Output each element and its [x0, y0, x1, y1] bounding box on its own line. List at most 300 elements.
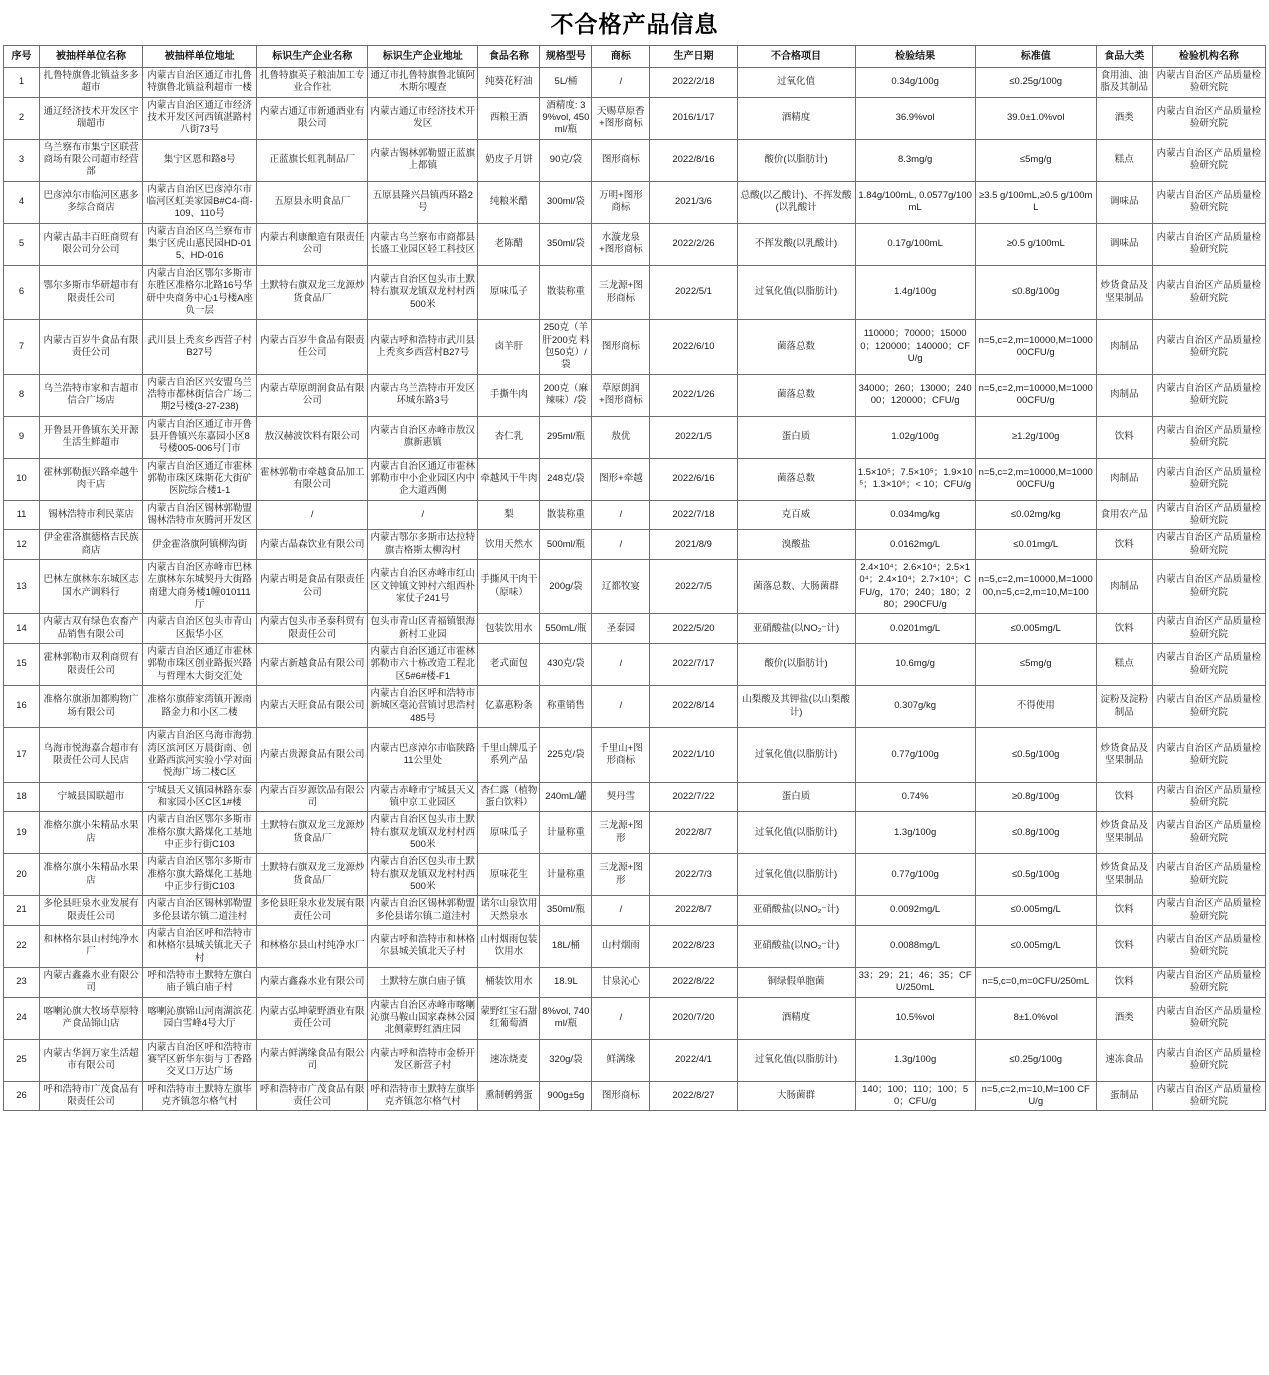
column-header: 序号 [4, 46, 40, 68]
table-cell: 散装称重 [540, 265, 592, 319]
table-cell: 0.77g/100g [855, 854, 975, 896]
table-cell: 不挥发酸(以乳酸计) [737, 223, 855, 265]
table-cell: n=5,c=2,m=10,M=100 CFU/g [975, 1081, 1096, 1111]
table-cell: 内蒙古自治区通辽市霍林郭勒市珠区创业路振兴路与哲理木大街交汇处 [143, 644, 257, 686]
table-cell: 内蒙古自治区通辽市霍林郭勒市珠区珠斯花大街矿医院综合楼1-1 [143, 458, 257, 500]
column-header: 生产日期 [650, 46, 737, 68]
table-cell: / [592, 644, 650, 686]
table-cell: 内蒙古自治区产品质量检验研究院 [1152, 896, 1265, 926]
table-cell: 杏仁乳 [478, 416, 540, 458]
table-cell: 手撕牛肉 [478, 374, 540, 416]
table-cell: 0.034mg/kg [855, 500, 975, 530]
table-cell: 34000；260；13000；24000；120000；CFU/g [855, 374, 975, 416]
table-row [4, 458, 1266, 500]
table-cell: 内蒙古百岁牛食品有限责任公司 [257, 320, 368, 374]
table-cell: 内蒙古贵源食品有限公司 [257, 728, 368, 782]
table-cell: 过氧化值(以脂肪计) [737, 265, 855, 319]
table-cell: 内蒙古自治区呼和浩特市和林格尔县城关镇北天子村 [143, 925, 257, 967]
table-cell: 速冻烧麦 [478, 1039, 540, 1081]
table-cell: 内蒙古自治区锡林郭勒盟锡林浩特市灰腾河开发区 [143, 500, 257, 530]
table-cell: 多伦县旺泉水业发展有限责任公司 [257, 896, 368, 926]
table-cell: 肉制品 [1096, 320, 1152, 374]
table-cell: 1.84g/100mL, 0.0577g/100mL [855, 181, 975, 223]
table-cell: 呼和浩特市广茂食品有限责任公司 [257, 1081, 368, 1111]
table-cell: n=5,c=2,m=10000,M=100000,n=5,c=2,m=10,M=100 [975, 560, 1096, 614]
table-cell: 亚硝酸盐(以NO₂⁻计) [737, 896, 855, 926]
table-cell: 内蒙古自治区包头市土默特右旗双龙镇双龙村村西500米 [368, 854, 478, 896]
table-cell: 酒精度 [737, 997, 855, 1039]
table-cell: ≤0.25g/100g [975, 68, 1096, 98]
table-cell: 内蒙古华润万家生活超市有限公司 [40, 1039, 143, 1081]
table-cell: 295ml/瓶 [540, 416, 592, 458]
table-cell: 和林格尔县山村纯净水厂 [40, 925, 143, 967]
table-row [4, 560, 1266, 614]
table-cell: 熏制鹌鹑蛋 [478, 1081, 540, 1111]
table-cell: 饮料 [1096, 968, 1152, 998]
table-cell: 320g/袋 [540, 1039, 592, 1081]
table-cell: 克百威 [737, 500, 855, 530]
table-cell: 内蒙古包头市圣泰科贸有限责任公司 [257, 614, 368, 644]
table-cell: 土默特左旗白庙子镇 [368, 968, 478, 998]
table-row [4, 416, 1266, 458]
table-cell: 内蒙古自治区产品质量检验研究院 [1152, 500, 1265, 530]
table-cell: 土默特右旗双龙三龙源炒货食品厂 [257, 812, 368, 854]
table-cell: 图形商标 [592, 1081, 650, 1111]
table-cell: 2022/2/18 [650, 68, 737, 98]
table-cell: 内蒙古自治区兴安盟乌兰浩特市都林街信合广场二期2号楼(3-27-238) [143, 374, 257, 416]
table-cell: 内蒙古鄂尔多斯市达拉特旗吉格斯太柳沟村 [368, 530, 478, 560]
table-cell: 2020/7/20 [650, 997, 737, 1039]
table-cell: n=5,c=2,m=10000,M=100000CFU/g [975, 320, 1096, 374]
table-cell: 山村烟雨包装饮用水 [478, 925, 540, 967]
table-cell: 纯粮米醋 [478, 181, 540, 223]
table-cell: 调味品 [1096, 181, 1152, 223]
table-cell: 550mL/瓶 [540, 614, 592, 644]
table-row [4, 614, 1266, 644]
table-cell: 6 [4, 265, 40, 319]
table-cell: 内蒙古双有绿色农畜产品销售有限公司 [40, 614, 143, 644]
table-cell: 内蒙古晶森饮业有限公司 [257, 530, 368, 560]
table-cell: 草原朗润+图形商标 [592, 374, 650, 416]
table-cell: 240mL/罐 [540, 782, 592, 812]
table-cell: 饮料 [1096, 925, 1152, 967]
table-cell: 炒货食品及坚果制品 [1096, 854, 1152, 896]
table-cell: 伊金霍洛旗阿镇柳沟街 [143, 530, 257, 560]
table-cell: 2016/1/17 [650, 97, 737, 139]
table-cell: 2022/7/3 [650, 854, 737, 896]
table-cell: 2022/5/1 [650, 265, 737, 319]
table-row [4, 1039, 1266, 1081]
table-cell: 36.9%vol [855, 97, 975, 139]
table-cell: 0.0201mg/L [855, 614, 975, 644]
table-cell: 手撕风干肉干（原味） [478, 560, 540, 614]
table-cell: ≤0.5g/100g [975, 728, 1096, 782]
table-cell: 过氧化值 [737, 68, 855, 98]
table-row [4, 320, 1266, 374]
table-cell: 开鲁县开鲁镇东关开源生活生鲜超市 [40, 416, 143, 458]
table-cell: 三龙源+图形商标 [592, 265, 650, 319]
table-cell: 五原县永明食品厂 [257, 181, 368, 223]
table-cell: 内蒙古自治区赤峰市敖汉旗新惠镇 [368, 416, 478, 458]
column-header: 标识生产企业地址 [368, 46, 478, 68]
table-cell: 200g/袋 [540, 560, 592, 614]
table-cell: 内蒙古自治区鄂尔多斯市准格尔旗大路煤化工基地中正步行街C103 [143, 812, 257, 854]
table-cell: 亚硝酸盐(以NO₂⁻计) [737, 925, 855, 967]
table-cell: 山梨酸及其钾盐(以山梨酸计) [737, 686, 855, 728]
table-cell: 内蒙古自治区通辽市经济技术开发区河西镇湛路村八街73号 [143, 97, 257, 139]
table-cell: 内蒙古自治区赤峰市红山区文钟镇文钟村六组西朴家仗子241号 [368, 560, 478, 614]
table-header [4, 46, 1266, 68]
table-cell: 饮料 [1096, 896, 1152, 926]
table-cell: 乌兰浩特市家和吉超市信合广场店 [40, 374, 143, 416]
table-cell: 糕点 [1096, 139, 1152, 181]
table-row [4, 812, 1266, 854]
table-cell: 20 [4, 854, 40, 896]
table-cell: 1.3g/100g [855, 812, 975, 854]
table-cell: 13 [4, 560, 40, 614]
table-cell: 酒精度: 39%vol, 450ml/瓶 [540, 97, 592, 139]
table-body [4, 68, 1266, 1111]
table-cell: 饮用天然水 [478, 530, 540, 560]
table-cell: 内蒙古新越食品有限公司 [257, 644, 368, 686]
table-cell: 喀喇沁旗大牧场草原特产食品锦山店 [40, 997, 143, 1039]
table-cell: 内蒙古自治区通辽市扎鲁特旗鲁北镇益利超市一楼 [143, 68, 257, 98]
table-row [4, 1081, 1266, 1111]
table-cell: 内蒙古赤峰市宁城县天义镇中京工业园区 [368, 782, 478, 812]
table-row [4, 782, 1266, 812]
table-cell: 蛋白质 [737, 416, 855, 458]
column-header: 被抽样单位地址 [143, 46, 257, 68]
column-header: 检验结果 [855, 46, 975, 68]
table-cell: 炒货食品及坚果制品 [1096, 728, 1152, 782]
table-row [4, 686, 1266, 728]
table-cell: 调味品 [1096, 223, 1152, 265]
table-cell: 16 [4, 686, 40, 728]
table-cell: 2022/8/7 [650, 896, 737, 926]
table-cell: 呼和浩特市土默特左旗毕克齐镇忽尔格气村 [143, 1081, 257, 1111]
table-cell: 扎鲁特旗英子粮油加工专业合作社 [257, 68, 368, 98]
table-cell: 包头市青山区青福镇银海新村工业园 [368, 614, 478, 644]
table-cell: n=5,c=2,m=10000,M=100000CFU/g [975, 374, 1096, 416]
table-cell: 内蒙古自治区通辽市开鲁县开鲁镇兴东嘉园小区8号楼005-006号门市 [143, 416, 257, 458]
column-header: 食品名称 [478, 46, 540, 68]
table-cell: 卤羊肝 [478, 320, 540, 374]
table-cell: 正蓝旗长虹乳制品厂 [257, 139, 368, 181]
table-cell: 内蒙古自治区产品质量检验研究院 [1152, 1039, 1265, 1081]
table-cell: 霍林郭勒市双利商贸有限责任公司 [40, 644, 143, 686]
header-row [4, 46, 1266, 68]
table-cell: / [592, 500, 650, 530]
table-cell: 2022/8/14 [650, 686, 737, 728]
table-cell: 老式面包 [478, 644, 540, 686]
table-cell: 多伦县旺泉水业发展有限责任公司 [40, 896, 143, 926]
table-cell: 内蒙古百岁源饮品有限公司 [257, 782, 368, 812]
table-cell: 圣泰园 [592, 614, 650, 644]
table-cell: 2022/7/22 [650, 782, 737, 812]
table-cell: 大肠菌群 [737, 1081, 855, 1111]
table-cell: 饮料 [1096, 530, 1152, 560]
table-cell: 内蒙古自治区产品质量检验研究院 [1152, 614, 1265, 644]
table-cell: 肉制品 [1096, 458, 1152, 500]
table-cell: 内蒙古明是食品有限责任公司 [257, 560, 368, 614]
table-cell: 三龙源+图形 [592, 812, 650, 854]
table-cell: 计量称重 [540, 854, 592, 896]
table-cell: 250克（羊肝200克 料包50克）/袋 [540, 320, 592, 374]
table-cell: 18.9L [540, 968, 592, 998]
table-cell: 内蒙古自治区包头市土默特右旗双龙镇双龙村村西500米 [368, 265, 478, 319]
table-cell: 2022/1/10 [650, 728, 737, 782]
table-cell: 2022/7/18 [650, 500, 737, 530]
table-cell: 0.0162mg/L [855, 530, 975, 560]
table-cell: 8 [4, 374, 40, 416]
table-cell: ≤0.5g/100g [975, 854, 1096, 896]
table-cell: ≤5mg/g [975, 644, 1096, 686]
table-cell: 肉制品 [1096, 374, 1152, 416]
table-cell: ≤0.25g/100g [975, 1039, 1096, 1081]
table-row [4, 265, 1266, 319]
table-cell: 900g±5g [540, 1081, 592, 1111]
table-cell: 宁城县国联超市 [40, 782, 143, 812]
table-cell: 亿嘉惠粉条 [478, 686, 540, 728]
column-header: 标准值 [975, 46, 1096, 68]
table-cell: ≤0.02mg/kg [975, 500, 1096, 530]
table-row [4, 500, 1266, 530]
table-cell: ≤0.005mg/L [975, 614, 1096, 644]
table-cell: 2022/8/23 [650, 925, 737, 967]
table-cell: 原味瓜子 [478, 812, 540, 854]
table-cell: 内蒙古自治区产品质量检验研究院 [1152, 728, 1265, 782]
table-cell: 2022/1/26 [650, 374, 737, 416]
table-cell: / [592, 997, 650, 1039]
table-cell: 18L/桶 [540, 925, 592, 967]
table-cell: 菌落总数 [737, 458, 855, 500]
column-header: 食品大类 [1096, 46, 1152, 68]
table-cell: 8.3mg/g [855, 139, 975, 181]
table-cell: 内蒙古乌兰浩特市开发区环城东路3号 [368, 374, 478, 416]
table-cell: 内蒙古呼和浩特市和林格尔县城关镇北天子村 [368, 925, 478, 967]
table-cell: 总酸(以乙酸计)、不挥发酸(以乳酸计 [737, 181, 855, 223]
table-cell: 2022/6/10 [650, 320, 737, 374]
table-cell: 五原县隆兴昌镇西环路2号 [368, 181, 478, 223]
table-cell: 诺尔山泉饮用天然泉水 [478, 896, 540, 926]
table-cell: 1 [4, 68, 40, 98]
table-cell: 内蒙古自治区锡林郭勒盟多伦县诺尔镇二道洼村 [143, 896, 257, 926]
table-cell: 0.34g/100g [855, 68, 975, 98]
table-cell: 原味瓜子 [478, 265, 540, 319]
table-cell: 内蒙古自治区鄂尔多斯市准格尔旗大路煤化工基地中正步行街C103 [143, 854, 257, 896]
table-row [4, 854, 1266, 896]
table-cell: 内蒙古利康酿造有限责任公司 [257, 223, 368, 265]
table-cell: / [257, 500, 368, 530]
table-row [4, 223, 1266, 265]
table-cell: 敖汉赫波饮料有限公司 [257, 416, 368, 458]
table-cell: 1.3g/100g [855, 1039, 975, 1081]
table-cell: 350ml/袋 [540, 223, 592, 265]
table-cell: 三龙源+图形 [592, 854, 650, 896]
table-cell: 扎鲁特旗鲁北镇益多多超市 [40, 68, 143, 98]
table-cell: 乌兰察布市集宁区联营商场有限公司超市经营部 [40, 139, 143, 181]
table-cell: 内蒙古自治区产品质量检验研究院 [1152, 374, 1265, 416]
table-cell: / [592, 686, 650, 728]
table-cell: 10.6mg/g [855, 644, 975, 686]
table-cell: ≥1.2g/100g [975, 416, 1096, 458]
table-cell: 辽都牧宴 [592, 560, 650, 614]
table-cell: 亚硝酸盐(以NO₂⁻计) [737, 614, 855, 644]
table-cell: 内蒙古通辽市新通酒业有限公司 [257, 97, 368, 139]
table-cell: 39.0±1.0%vol [975, 97, 1096, 139]
table-cell: 内蒙古自治区产品质量检验研究院 [1152, 782, 1265, 812]
table-cell: 菌落总数 [737, 374, 855, 416]
table-cell: 内蒙古自治区鄂尔多斯市东胜区准格尔北路16号华研中央商务中心1号楼A座负一层 [143, 265, 257, 319]
table-cell: 内蒙古自治区产品质量检验研究院 [1152, 223, 1265, 265]
table-row [4, 968, 1266, 998]
table-cell: 速冻食品 [1096, 1039, 1152, 1081]
table-cell: 300ml/袋 [540, 181, 592, 223]
table-cell: 内蒙古自治区产品质量检验研究院 [1152, 530, 1265, 560]
table-row [4, 925, 1266, 967]
table-cell: 内蒙古巴彦淖尔市临陕路11公里处 [368, 728, 478, 782]
table-cell: 90克/袋 [540, 139, 592, 181]
table-cell: 2.4×10⁴；2.6×10⁴；2.5×10⁴；2.4×10⁴；2.7×10⁴；CFU/g，170；240；180；280；290CFU/g [855, 560, 975, 614]
table-cell: 1.5×10⁵；7.5×10⁵；1.9×10⁵；1.3×10⁶；< 10；CFU/g [855, 458, 975, 500]
table-cell: 200克（麻辣味）/袋 [540, 374, 592, 416]
table-cell: 2021/8/9 [650, 530, 737, 560]
table-cell: 巴彦淖尔市临河区惠多多综合商店 [40, 181, 143, 223]
table-cell: 内蒙古自治区通辽市霍林郭勒市六十栋改造工程北区5#6#楼-F1 [368, 644, 478, 686]
table-cell: 21 [4, 896, 40, 926]
table-cell: 2022/8/7 [650, 812, 737, 854]
table-cell: 蛋白质 [737, 782, 855, 812]
table-cell: 霍林郭勒振兴路牵越牛肉干店 [40, 458, 143, 500]
table-cell: 天赐草原香+图形商标 [592, 97, 650, 139]
table-cell: 巴林左旗林东东城区志国水产调料行 [40, 560, 143, 614]
table-cell: 0.307g/kg [855, 686, 975, 728]
table-cell: 内蒙古自治区产品质量检验研究院 [1152, 97, 1265, 139]
table-cell: 10.5%vol [855, 997, 975, 1039]
table-cell: 不得使用 [975, 686, 1096, 728]
table-cell: 2022/6/16 [650, 458, 737, 500]
table-cell: 菌落总数、大肠菌群 [737, 560, 855, 614]
column-header: 不合格项目 [737, 46, 855, 68]
table-cell: 乌海市悦海嘉合超市有限责任公司人民店 [40, 728, 143, 782]
table-cell: 内蒙古自治区包头市土默特右旗双龙镇双龙村村西500米 [368, 812, 478, 854]
table-cell: 24 [4, 997, 40, 1039]
table-cell: 图形+牵越 [592, 458, 650, 500]
table-cell: 内蒙古自治区巴彦淖尔市临河区虹美家园B#C4-商-109、110号 [143, 181, 257, 223]
table-cell: 内蒙古自治区产品质量检验研究院 [1152, 416, 1265, 458]
table-cell: 18 [4, 782, 40, 812]
table-cell: n=5,c=2,m=10000,M=100000CFU/g [975, 458, 1096, 500]
table-cell: 万明+图形商标 [592, 181, 650, 223]
table-cell: 1.4g/100g [855, 265, 975, 319]
table-cell: 内蒙古自治区产品质量检验研究院 [1152, 812, 1265, 854]
table-cell: 内蒙古自治区产品质量检验研究院 [1152, 644, 1265, 686]
table-cell: 菌落总数 [737, 320, 855, 374]
table-cell: 248克/袋 [540, 458, 592, 500]
table-cell: 0.0092mg/L [855, 896, 975, 926]
column-header: 规格型号 [540, 46, 592, 68]
column-header: 检验机构名称 [1152, 46, 1265, 68]
table-cell: 350ml/瓶 [540, 896, 592, 926]
table-cell: 千里山+图形商标 [592, 728, 650, 782]
table-cell: 内蒙古自治区赤峰市巴林左旗林东东城契丹大街路南建大商务楼1幢010111厅 [143, 560, 257, 614]
column-header: 标识生产企业名称 [257, 46, 368, 68]
table-cell: 内蒙古自治区产品质量检验研究院 [1152, 181, 1265, 223]
table-cell: 糕点 [1096, 644, 1152, 686]
table-cell: 散装称重 [540, 500, 592, 530]
table-cell: 饮料 [1096, 614, 1152, 644]
table-cell: 呼和浩特市土默特左旗毕克齐镇忽尔格气村 [368, 1081, 478, 1111]
table-cell: 图形商标 [592, 320, 650, 374]
table-cell: 饮料 [1096, 782, 1152, 812]
table-cell: 3 [4, 139, 40, 181]
table-row [4, 644, 1266, 686]
table-cell: 内蒙古草原朗润食品有限公司 [257, 374, 368, 416]
table-cell: 8%vol, 740ml/瓶 [540, 997, 592, 1039]
table-cell: 准格尔旗小朱精品水果店 [40, 854, 143, 896]
table-cell: 锡林浩特市利民菜店 [40, 500, 143, 530]
table-cell: 33；29；21；46；35；CFU/250mL [855, 968, 975, 998]
table-cell: 土默特右旗双龙三龙源炒货食品厂 [257, 854, 368, 896]
table-cell: / [592, 68, 650, 98]
table-cell: 内蒙古自治区产品质量检验研究院 [1152, 68, 1265, 98]
table-cell: 11 [4, 500, 40, 530]
table-cell: 炒货食品及坚果制品 [1096, 265, 1152, 319]
table-cell: 内蒙古自治区呼和浩特市赛罕区新华东街与丁香路交叉口万达广场 [143, 1039, 257, 1081]
table-row [4, 374, 1266, 416]
table-cell: 准格尔旗浙加都购物广场有限公司 [40, 686, 143, 728]
table-cell: 8±1.0%vol [975, 997, 1096, 1039]
table-cell: 山村烟雨 [592, 925, 650, 967]
table-cell: 过氧化值(以脂肪计) [737, 812, 855, 854]
table-cell: 霍林郭勒市牵越食品加工有限公司 [257, 458, 368, 500]
table-cell: 内蒙古弘坤蒙野酒业有限责任公司 [257, 997, 368, 1039]
table-cell: 225克/袋 [540, 728, 592, 782]
table-cell: 2021/3/6 [650, 181, 737, 223]
table-cell: ≤5mg/g [975, 139, 1096, 181]
table-row [4, 896, 1266, 926]
table-cell: 酒类 [1096, 997, 1152, 1039]
table-cell: 内蒙古自治区锡林郭勒盟多伦县诺尔镇二道洼村 [368, 896, 478, 926]
table-cell: 2022/8/22 [650, 968, 737, 998]
table-cell: ≤0.005mg/L [975, 925, 1096, 967]
table-cell: 内蒙古呼和浩特市金桥开发区新营子村 [368, 1039, 478, 1081]
table-cell: 19 [4, 812, 40, 854]
table-cell: 2022/8/16 [650, 139, 737, 181]
table-cell: 内蒙古自治区乌海市海勃湾区滨河区万晨街南、创业路西滨河实验小学对面悦海广场二楼C区 [143, 728, 257, 782]
table-cell: 内蒙古自治区乌兰察布市集宁区虎山惠民园HD-015、HD-016 [143, 223, 257, 265]
table-row [4, 97, 1266, 139]
table-cell: 武川县上秃亥乡西营子村B27号 [143, 320, 257, 374]
table-cell: n=5,c=0,m=0CFU/250mL [975, 968, 1096, 998]
table-cell: 5 [4, 223, 40, 265]
table-cell: 0.0088mg/L [855, 925, 975, 967]
table-cell: 准格尔旗薛家湾镇开源南路金力和小区二楼 [143, 686, 257, 728]
table-cell: 蒙野红宝石甜红葡萄酒 [478, 997, 540, 1039]
table-cell: 内蒙古百岁牛食品有限责任公司 [40, 320, 143, 374]
table-cell: 内蒙古锡林郭勒盟正蓝旗上都镇 [368, 139, 478, 181]
table-cell: 内蒙古自治区产品质量检验研究院 [1152, 997, 1265, 1039]
table-cell: 2022/4/1 [650, 1039, 737, 1081]
table-cell: 7 [4, 320, 40, 374]
table-cell: 25 [4, 1039, 40, 1081]
table-cell: 敖优 [592, 416, 650, 458]
table-cell: 淀粉及淀粉制品 [1096, 686, 1152, 728]
table-cell: 称重销售 [540, 686, 592, 728]
table-cell: 内蒙古自治区产品质量检验研究院 [1152, 139, 1265, 181]
table-cell: 内蒙古自治区产品质量检验研究院 [1152, 686, 1265, 728]
table-cell: 0.17g/100mL [855, 223, 975, 265]
